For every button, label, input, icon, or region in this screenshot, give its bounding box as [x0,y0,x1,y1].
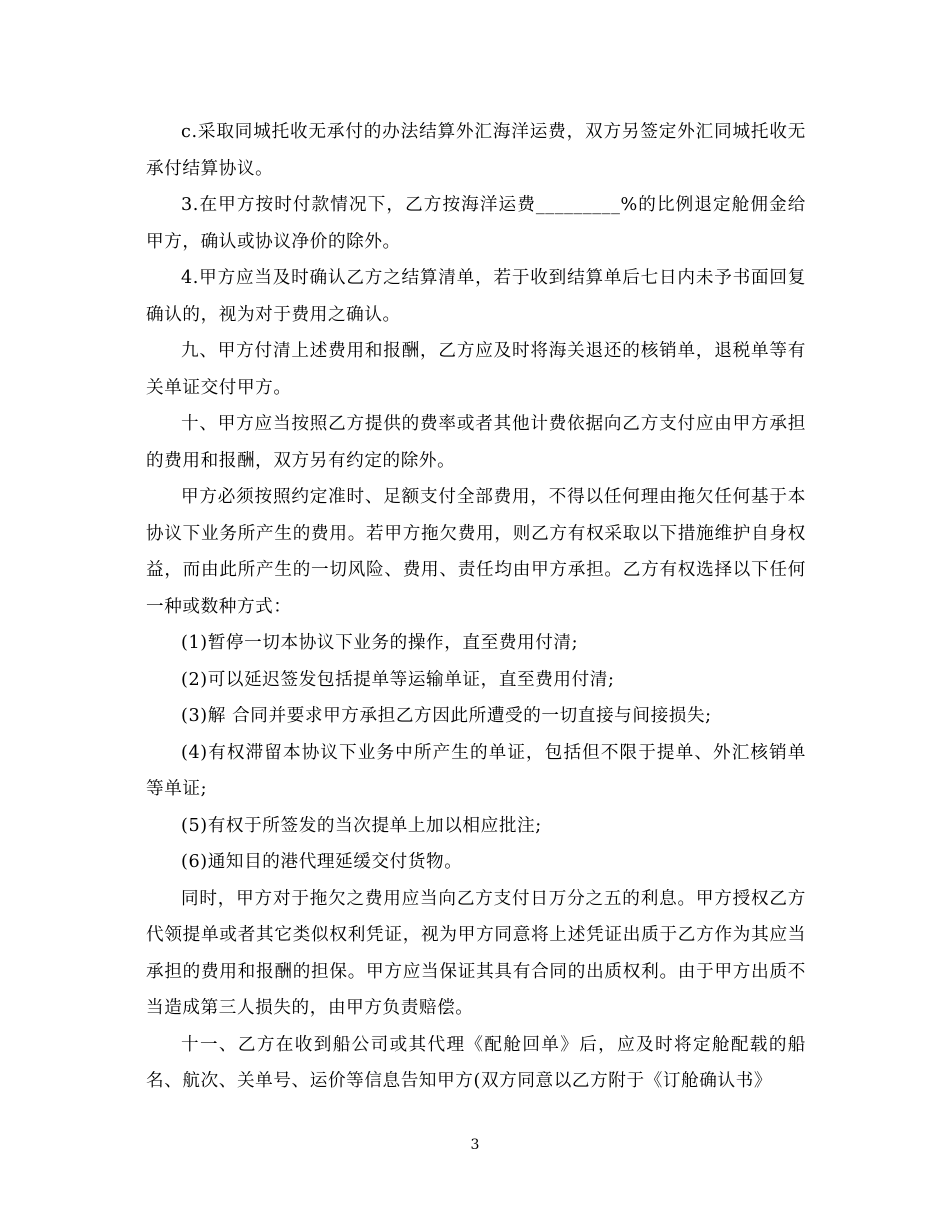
paragraph-article-10: 十、甲方应当按照乙方提供的费率或者其他计费依据向乙方支付应由甲方承担的费用和报酬，双方另有约定的除外。 [146,414,806,471]
list-item-measure-5: (5)有权于所签发的当次提单上加以相应批注; [181,815,542,836]
paragraph-clause-4-confirmation: 4.甲方应当及时确认乙方之结算清单，若于收到结算单后七日内未予书面回复确认的，视为对于费用之确认。 [146,268,806,325]
paragraph-article-9: 九、甲方付清上述费用和报酬，乙方应及时将海关退还的核销单，退税单等有关单证交付甲方。 [146,341,806,398]
list-item-measure-1: (1)暂停一切本协议下业务的操作，直至费用付清; [181,633,579,653]
list-item-measure-4: (4)有权滞留本协议下业务中所产生的单证，包括但不限于提单、外汇核销单等单证; [146,742,806,799]
paragraph-payment-obligation: 甲方必须按照约定准时、足额支付全部费用，不得以任何理由拖欠任何基于本协议下业务所产生的费用。若甲方拖欠费用，则乙方有权采取以下措施维护自身权益，而由此所产生的一切风险、费用、责任均由甲方承担。乙方有权选择以下任何一种或数种方式： [146,487,806,617]
paragraph-settlement-method-c: c.采取同城托收无承付的办法结算外汇海洋运费，双方另签定外汇同城托收无承付结算协议。 [146,122,806,179]
list-item-measure-6: (6)通知目的港代理延缓交付货物。 [181,852,463,872]
document-body [146,114,806,1100]
list-item-measure-2: (2)可以延迟签发包括提单等运输单证，直至费用付清; [181,669,615,690]
paragraph-interest-and-pledge: 同时，甲方对于拖欠之费用应当向乙方支付日万分之五的利息。甲方授权乙方代领提单或者其它类似权利凭证，视为甲方同意将上述凭证出质于乙方作为其应当承担的费用和报酬的担保。甲方应当保证其具有合同的出质权利。由于甲方出质不当造成第三人损失的，由甲方负责赔偿。 [146,888,806,1018]
list-item-measure-3: (3)解 合同并要求甲方承担乙方因此所遭受的一切直接与间接损失; [181,706,712,726]
paragraph-article-11: 十一、乙方在收到船公司或其代理《配舱回单》后，应及时将定舱配载的船名、航次、关单号、运价等信息告知甲方(双方同意以乙方附于《订舱确认书》 [146,1034,806,1091]
paragraph-clause-3-commission: 3.在甲方按时付款情况下，乙方按海洋运费_________%的比例退定舱佣金给甲方，确认或协议净价的除外。 [146,195,806,252]
page-number: 3 [470,1137,480,1153]
